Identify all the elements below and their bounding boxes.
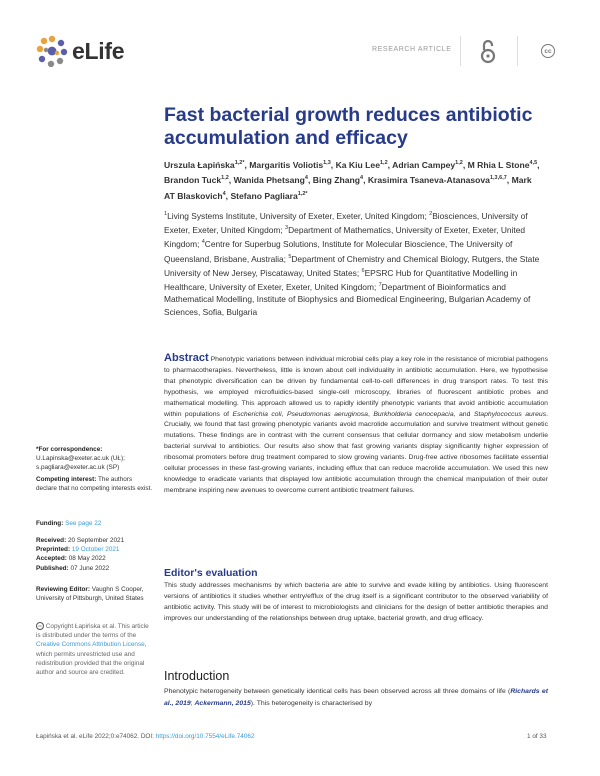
affiliation-number: 3 <box>285 225 289 232</box>
abstract-text: Phenotypic variations between individual microbial cells play a key role in the resistance of microbial pathogens to pharmacotherapies. Nevertheless, little is known about cell individuality in antibiotic accumulation. Here, we hypothesise that phenotypic diversification can be driven by fundamental cell-to-cell differences in drug transport rates. To test this hypothesis, we employed microfluidics-based single-cell microscopy, libraries of fluorescent antibiotic probes and mathematical modelling. This approach allowed us to rapidly identify phenotypic variants that avoid antibiotic accumulation within populations of <box>164 356 548 418</box>
introduction-heading: Introduction <box>164 669 230 683</box>
funding <box>36 519 154 528</box>
author-name[interactable]: Ka Kiu Lee <box>335 159 380 170</box>
intro-text: ; <box>190 700 195 707</box>
published-date: 07 June 2022 <box>70 564 110 572</box>
affiliations: $^1$Living Systems Institute, University of Exeter, Exeter, United Kingdom; $^2$Biosciences, University of Exeter, Exeter, United Kingdom; $^3$Department of Mathematics, University of Exeter, Exeter, United Kingdom; $^4$Centre for Superbug Solutions, Institute for Molecular Bioscience, The University of Queensland, Brisbane, Australia; $^5$Department of Chemistry and Chemical Biology, Rutgers, the State University of New Jersey, Piscataway, United States; $^6$EPSRC Hub for Quantitative Modelling in Healthcare, University of Exeter, Exeter, United Kingdom; $^7$Department of Bioinformatics and Mathematical Modelling, Institute of Biophysics and Biomedical Engineering, Bulgarian Academy of Sciences, Sofia, Bulgaria <box>164 210 540 317</box>
page-number: 1 of 33 <box>527 733 547 740</box>
affiliation-number: 1 <box>164 211 168 217</box>
competing-interest <box>36 475 154 493</box>
affiliation-text: Department of Chemistry and Chemical Biology, Rutgers, the State University of New Jersey, Piscataway, United States <box>164 253 540 278</box>
author-affiliation-sup: 1,2 <box>455 160 463 166</box>
author-affiliation-sup: 1,3,6,7 <box>489 175 507 182</box>
species-name: Pseudomonas aeruginosa <box>286 410 368 418</box>
accepted-date: 08 May 2022 <box>68 555 106 563</box>
affiliation-text: Living Systems Institute, University of Exeter, Exeter, United Kingdom <box>167 210 425 221</box>
article-title: Fast bacterial growth reduces antibiotic accumulation and efficacy <box>164 104 533 149</box>
author-name[interactable]: Margaritis Voliotis <box>249 159 324 170</box>
affiliation-text: Department of Mathematics, University of Exeter, Exeter, United Kingdom <box>164 225 526 250</box>
affiliation-number: 2 <box>429 211 433 217</box>
author-name[interactable]: Adrian Campey <box>392 159 456 170</box>
author-affiliation-sup: 4 <box>360 175 364 182</box>
copyright-text-pre: Copyright Łapińska et al. This article is distributed under the terms of the <box>36 623 149 640</box>
funding-label: Funding: <box>36 520 64 527</box>
author-affiliation-sup: 4 <box>304 175 308 182</box>
intro-text: ). This heterogeneity is characterised by <box>250 700 372 707</box>
species-name: Staphylococcus aureus <box>473 410 547 418</box>
received-label: Received: <box>36 537 67 544</box>
creative-commons-icon[interactable]: cc <box>541 44 555 58</box>
accepted-label: Accepted: <box>36 555 67 563</box>
competing-label: Competing interest: <box>36 476 97 483</box>
author-affiliation-sup: 1,2 <box>379 160 388 166</box>
author-affiliation-sup: 1,3 <box>323 160 331 166</box>
intro-text: Phenotypic heterogeneity between genetically identical cells has been observed across all three domains of life ( <box>164 688 511 695</box>
author-list: Urszula Łapińska$^{1,2*}$, Margaritis Voliotis$^{1,3}$, Ka Kiu Lee$^{1,2}$, Adrian Campey$^{1,2}$, M Rhia L Stone$^{4,5}$, Brandon Tuck$^{1,2}$, Wanida Phetsang$^4$, Bing Zhang$^4$, Krasimira Tsaneva-Atanasova$^{1,3,6,7}$, Mark AT Blaskovich$^4$, Stefano Pagliara$^{1,2*}$ <box>164 159 540 201</box>
author-affiliation-sup: 4 <box>222 190 226 197</box>
author-affiliation-sup: 1,2 <box>221 175 229 182</box>
citation-link[interactable]: Richards et al., 2019 <box>164 688 548 707</box>
reviewing-editor <box>36 585 154 603</box>
correspondence <box>36 445 154 473</box>
cc-license-link[interactable]: Creative Commons Attribution License <box>36 641 145 649</box>
footer-citation <box>36 733 255 740</box>
affiliation-number: 5 <box>288 253 292 260</box>
author-name[interactable]: Mark AT Blaskovich <box>164 175 532 201</box>
funding-link[interactable]: See page 22 <box>65 520 102 527</box>
affiliation-number: 7 <box>378 282 382 289</box>
abstract-text: , and <box>453 410 474 418</box>
editors-evaluation-text: This study addresses mechanisms by which bacteria are able to survive and evade killing by antibiotics. Using fluorescent versions of antibiotics it studies whether entry/efflux of the drug itself is a significant contributor to the observed variability of antibiotic activity. This study will be of interest to microbiologists and clinicians for the design of better antibiotic therapies and improves our understanding of the relationships between drug uptake, bacterial growth, and drug efficacy. <box>164 582 548 622</box>
history-dates <box>36 536 154 573</box>
citation-link[interactable]: Ackermann, 2015 <box>194 700 251 707</box>
author-name[interactable]: Urszula Łapińska <box>164 159 235 170</box>
affiliation-text: Biosciences, University of Exeter, Exeter, United Kingdom <box>164 210 528 235</box>
species-name: Escherichia coli <box>232 410 282 418</box>
author-affiliation-sup: 4,5 <box>529 160 538 166</box>
abstract-text: . Crucially, we found that fast growing phenotypic variants avoid macrolide accumulation and survive treatment without genetic mutations. These findings are in contrast with the current consensus that cellular dormancy and slow metabolism underlie bacterial survival to antibiotics. Our results also show that fast growing variants display significantly higher expression of ribosomal promoters before drug treatment compared to slow growing variants. Drug-free active ribosomes facilitate essential cellular processes in these fast-growing variants, including efflux that can reduce macrolide accumulation. We used this new knowledge to eradicate variants that displayed low antibiotic accumulation through the chemical manipulation of their outer membrane inspiring new avenues to overcome current antibiotic treatment failures. <box>164 410 549 494</box>
elife-logo[interactable] <box>36 35 124 67</box>
abstract <box>164 353 548 497</box>
header-divider <box>460 36 461 66</box>
footer-citation-text: Łapińska et al. eLife 2022;0:e74062. DOI: <box>36 733 156 740</box>
author-affiliation-sup: 1,2* <box>297 190 308 197</box>
affiliation-number: 4 <box>201 239 205 246</box>
correspondence-emails[interactable]: U.Lapinska@exeter.ac.uk (UŁ); s.pagliara@exeter.ac.uk (SP) <box>36 455 125 472</box>
author-name[interactable]: Wanida Phetsang <box>233 175 305 186</box>
author-name[interactable]: Stefano Pagliara <box>230 190 298 201</box>
doi-link[interactable]: https://doi.org/10.7554/eLife.74062 <box>155 733 255 740</box>
affiliation-number: 6 <box>361 267 365 274</box>
affiliation-text: Department of Bioinformatics and Mathematical Modelling, Institute of Biophysics and Biomedical Engineering, Bulgarian Academy of Sciences, Sofia, Bulgaria <box>164 281 531 317</box>
article-type: RESEARCH ARTICLE <box>372 46 452 53</box>
received-date: 20 September 2021 <box>67 537 125 544</box>
preprinted-label: Preprinted: <box>36 546 71 554</box>
copyright-text-post: , which permits unrestricted use and redistribution provided that the original author and source are credited. <box>36 641 147 677</box>
affiliation-text: EPSRC Hub for Quantitative Modelling in Healthcare, University of Exeter, Exeter, United Kingdom <box>164 267 518 292</box>
open-access-icon[interactable] <box>480 37 496 70</box>
reviewing-label: Reviewing Editor: <box>36 586 90 593</box>
author-affiliation-sup: 1,2* <box>234 160 245 166</box>
species-name: Burkholderia cenocepacia <box>373 410 454 418</box>
elife-logo-icon <box>36 35 68 67</box>
preprinted-date[interactable]: 19 October 2021 <box>71 546 120 554</box>
author-name[interactable]: Krasimira Tsaneva-Atanasova <box>367 175 490 186</box>
abstract-heading: Abstract <box>164 352 209 364</box>
author-name[interactable]: Brandon Tuck <box>164 175 222 186</box>
brand-wordmark: eLife <box>72 37 125 64</box>
abstract-text: , <box>281 410 287 418</box>
abstract-text: , <box>368 410 374 418</box>
author-name[interactable]: M Rhia L Stone <box>467 159 530 170</box>
editors-evaluation-heading: Editor's evaluation <box>164 567 258 579</box>
header-divider <box>517 36 518 66</box>
competing-text: The authors declare that no competing interests exist. <box>36 476 153 493</box>
author-name[interactable]: Bing Zhang <box>312 175 360 186</box>
copyright <box>36 622 154 677</box>
affiliation-text: Centre for Superbug Solutions, Institute for Molecular Bioscience, The University of Queensland, Brisbane, Australia <box>164 239 513 264</box>
correspondence-label: *For correspondence: <box>36 446 103 453</box>
copyright-cc-icon: cc <box>36 622 44 630</box>
reviewing-text: Vaughn S Cooper, University of Pittsburgh, United States <box>36 586 144 603</box>
published-label: Published: <box>36 564 69 572</box>
introduction-text <box>164 686 548 710</box>
